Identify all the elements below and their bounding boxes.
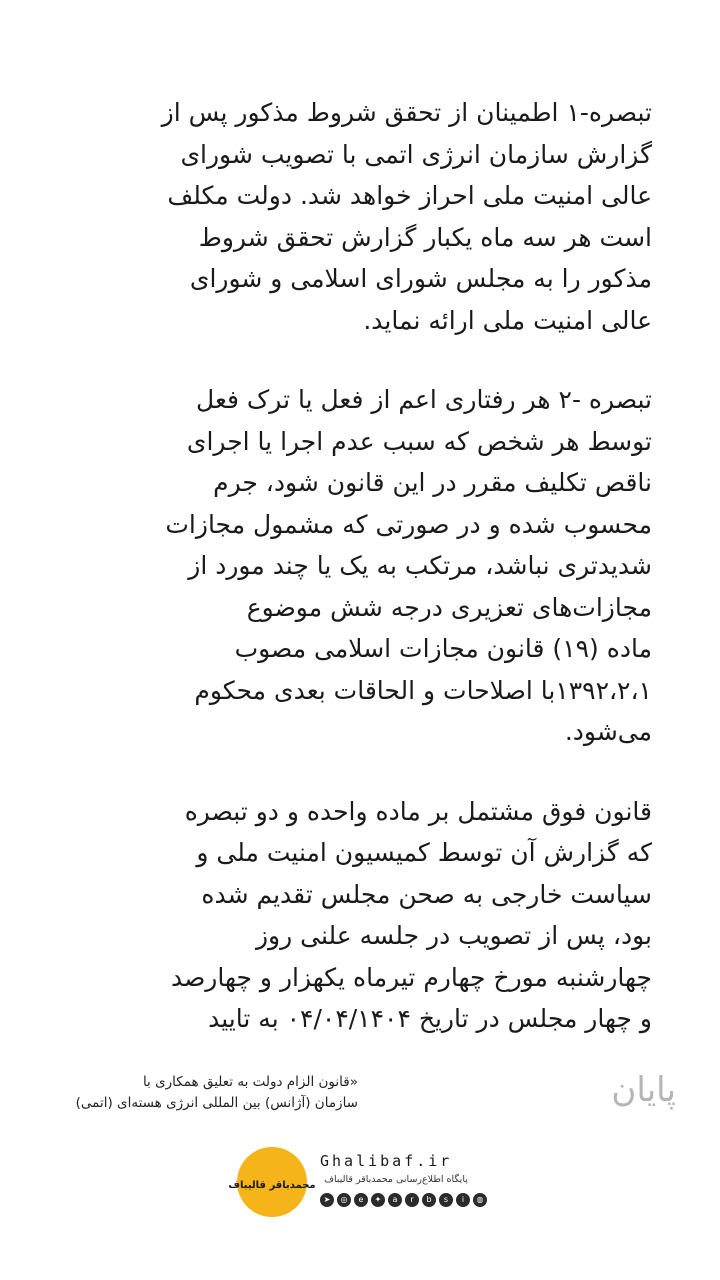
text-line: توسط هر شخص که سبب عدم اجرا یا اجرای [186, 426, 652, 456]
web-icon[interactable]: ◍ [473, 1193, 487, 1207]
text-line: محسوب شده و در صورتی که مشمول مجازات [165, 509, 652, 539]
text-line: که گزارش آن توسط کمیسیون امنیت ملی و [196, 838, 652, 867]
paragraph-note-1 [70, 92, 652, 341]
paragraph-law-summary [70, 791, 652, 1040]
footnote-line: سازمان (آژانس) بین المللی انرژی هسته‌ای (اتمی) [75, 1095, 358, 1111]
text-line: ۱۳۹۲،۲،۱با اصلاحات و الحاقات بعدی محکوم [194, 675, 652, 705]
law-title-footnote [68, 1072, 358, 1114]
text-line: بود، پس از تصویب در جلسه علنی روز [255, 921, 652, 950]
article-body [70, 92, 652, 1040]
text-line: ماده (۱۹) قانون مجازات اسلامی مصوب [234, 634, 652, 663]
end-label: پایان [611, 1070, 676, 1110]
site-url[interactable]: Ghalibaf.ir [320, 1152, 453, 1170]
paragraph-note-2 [70, 379, 652, 753]
text-line: ناقص تکلیف مقرر در این قانون شود، جرم [213, 468, 652, 497]
text-line: است هر سه ماه یکبار گزارش تحقق شروط [198, 222, 652, 252]
splus-icon[interactable]: s [439, 1193, 453, 1207]
rubika-icon[interactable]: r [405, 1193, 419, 1207]
text-line: عالی امنیت ملی ارائه نماید. [363, 305, 652, 335]
text-line: مذکور را به مجلس شورای اسلامی و شورای [189, 264, 652, 293]
text-line: تبصره-۱ اطمینان از تحقق شروط مذکور پس از [161, 98, 652, 127]
igap-icon[interactable]: i [456, 1193, 470, 1207]
text-line: تبصره -۲ هر رفتاری اعم از فعل یا ترک فعل [196, 385, 652, 414]
text-line: می‌شود. [564, 717, 652, 746]
site-tagline: پایگاه اطلاع‌رسانی محمدباقر قالیباف [324, 1174, 468, 1185]
text-line: مجازات‌های تعزیری درجه شش موضوع [246, 592, 652, 622]
text-line: قانون فوق مشتمل بر ماده واحده و دو تبصره [184, 796, 652, 826]
text-line: سیاست خارجی به صحن مجلس تقدیم شده [201, 879, 652, 909]
aparat-icon[interactable]: a [388, 1193, 402, 1207]
footnote-line: «قانون الزام دولت به تعلیق همکاری با [142, 1074, 358, 1090]
logo-text: محمدباقر قالیباف [228, 1180, 316, 1191]
brand-footer [228, 1146, 486, 1220]
text-line: و چهار مجلس در تاریخ ۰۴/۰۴/۱۴۰۴ به تایید [208, 1004, 652, 1033]
text-line: شدیدتری نباشد، مرتکب به یک یا چند مورد از [188, 551, 652, 580]
bale-icon[interactable]: b [422, 1193, 436, 1207]
twitter-icon[interactable]: ✦ [371, 1193, 385, 1207]
text-line: چهارشنبه مورخ چهارم تیرماه یکهزار و چهارصد [170, 962, 652, 992]
text-line: گزارش سازمان انرژی اتمی با تصویب شورای [180, 139, 652, 169]
telegram-icon[interactable]: ➤ [320, 1193, 334, 1207]
text-line: عالی امنیت ملی احراز خواهد شد. دولت مکلف [167, 181, 652, 210]
eitaa-icon[interactable]: e [354, 1193, 368, 1207]
brand-logo-icon [228, 1146, 316, 1218]
instagram-icon[interactable]: ◎ [337, 1193, 351, 1207]
social-icons [320, 1193, 487, 1207]
